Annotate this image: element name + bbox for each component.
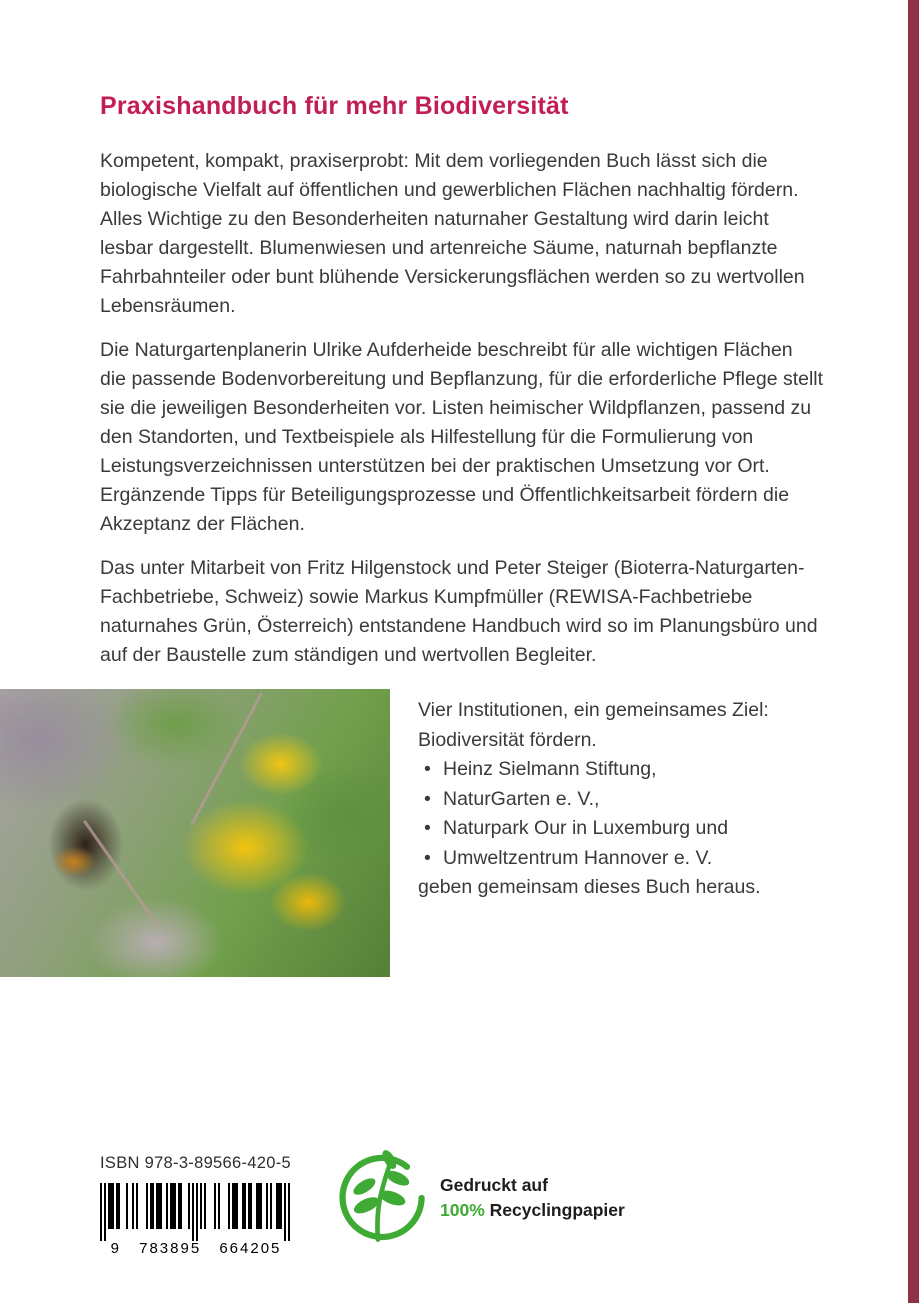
right-accent-stripe (908, 0, 919, 1303)
twig-decoration (83, 820, 160, 928)
institutions-intro-line-1: Vier Institutionen, ein gemeinsames Ziel: (418, 699, 769, 721)
institutions-intro-line-2: Biodiversität fördern. (418, 728, 597, 751)
list-item: • NaturGarten e. V., (418, 785, 838, 815)
twig-decoration (190, 692, 263, 826)
page-title: Praxishandbuch für mehr Biodiversität (100, 92, 569, 120)
ean13-barcode (100, 1183, 292, 1257)
list-item: • Heinz Sielmann Stiftung, (418, 755, 838, 785)
body-copy (100, 147, 824, 685)
barcode-bars (100, 1183, 292, 1241)
recycling-line-2 (440, 1198, 625, 1223)
cover-photo-bee-on-yellow-flowers (0, 689, 390, 977)
recycling-word: Recyclingpapier (489, 1200, 625, 1220)
paragraph-3: Das unter Mitarbeit von Fritz Hilgenstock und Peter Steiger (Bioterra-Naturgarten-Fachbetriebe, Schweiz) sowie Markus Kumpfmüller (REWISA-Fachbetriebe naturnahes Grün, Österreich) entstandene Handbuch wird so im Planungsbüro und auf der Baustelle zum ständigen und wertvollen Begleiter. (100, 557, 818, 666)
list-item: • Umweltzentrum Hannover e. V. (418, 844, 838, 874)
paragraph-2: Die Naturgartenplanerin Ulrike Aufderheide beschreibt für alle wichtigen Flächen die passende Bodenvorbereitung und Bepflanzung, für die erforderliche Pflege stellt sie die jeweiligen Besonderheiten vor. Listen heimischer Wildpflanzen, passend zu den Standorten, und Textbeispiele als Hilfestellung für die Formulierung von Leistungsverzeichnissen unterstützen bei der praktischen Umsetzung vor Ort. Ergänzende Tipps für Beteiligungsprozesse und Öffentlichkeitsarbeit fördern die Akzeptanz der Flächen. (100, 339, 824, 535)
isbn-block (100, 1154, 300, 1257)
institutions-block (418, 696, 838, 903)
recycling-percent: 100% (440, 1200, 485, 1220)
recycling-line-1: Gedruckt auf (440, 1175, 548, 1195)
recycling-plant-icon (328, 1142, 432, 1254)
institutions-list (418, 755, 838, 873)
paragraph-1: Kompetent, kompakt, praxiserprobt: Mit dem vorliegenden Buch lässt sich die biologische Vielfalt auf öffentlichen und gewerblichen Flächen nachhaltig fördern. Alles Wichtige zu den Besonderheiten naturnaher Gestaltung wird darin leicht lesbar dargestellt. Blumenwiesen und artenreiche Säume, naturnah bepflanzte Fahrbahnteiler oder bunt blühende Versickerungsflächen werden so zu wertvollen Lebensräumen. (100, 150, 805, 317)
institutions-outro: geben gemeinsam dieses Buch heraus. (418, 876, 761, 898)
barcode-digits: 9 783895 664205 (110, 1240, 282, 1257)
list-item: • Naturpark Our in Luxemburg und (418, 814, 838, 844)
recycling-note (328, 1142, 625, 1254)
isbn-label: ISBN 978-3-89566-420-5 (100, 1154, 291, 1172)
recycling-text (440, 1173, 625, 1223)
